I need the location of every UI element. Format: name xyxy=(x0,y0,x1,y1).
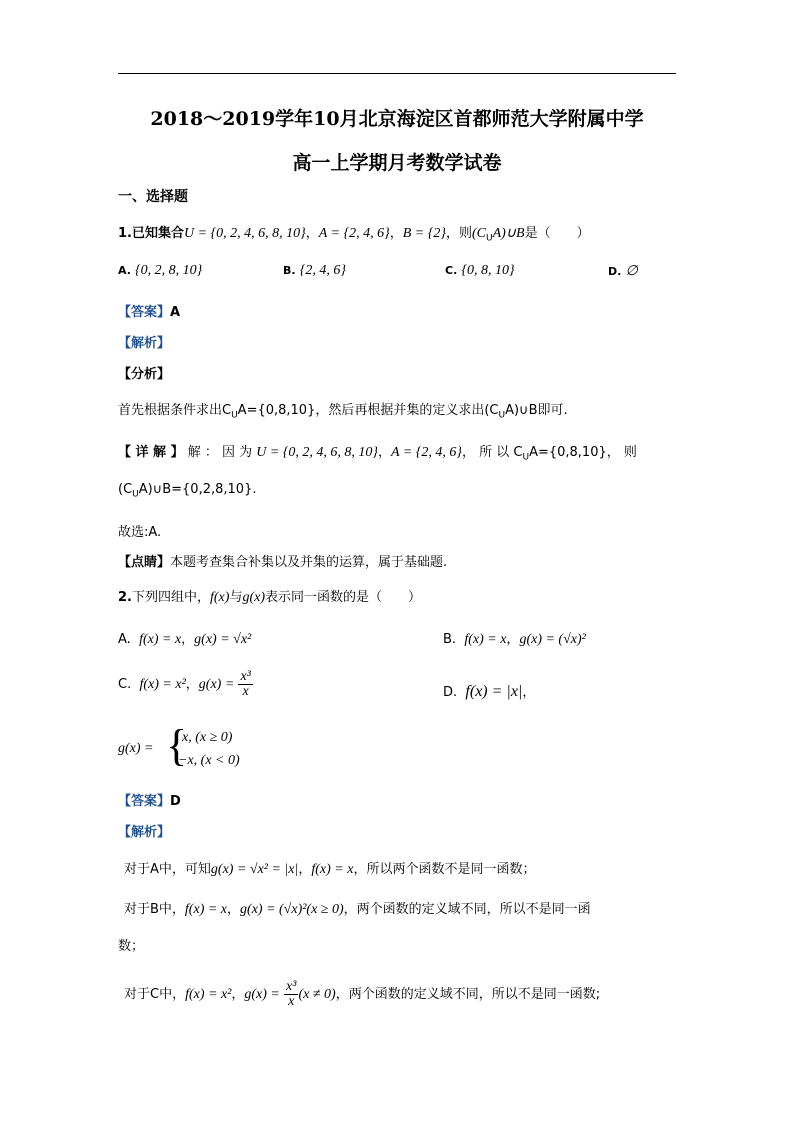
option-label: D. xyxy=(608,265,622,278)
q1-answer xyxy=(118,301,180,320)
text: ，两个函数的定义域不同，所以不是同一函 xyxy=(343,902,591,917)
comment-text: 本题考查集合补集以及并集的运算，属于基础题. xyxy=(170,555,448,570)
subscript: U xyxy=(498,410,506,421)
option-label: B. xyxy=(283,264,296,277)
math: A={0,8,10} xyxy=(529,445,607,460)
q1-sep: ， xyxy=(389,226,403,241)
piece-case-1: x, (x ≥ 0) xyxy=(182,730,233,745)
q1-fenxi-text xyxy=(118,399,568,421)
subscript: U xyxy=(132,489,139,500)
q2-option-b xyxy=(443,628,586,648)
q1-stem-text: 已知集合 xyxy=(131,226,184,241)
denominator: x xyxy=(288,994,295,1009)
q1-set-a: A = {2, 4, 6} xyxy=(318,226,390,241)
text: ， xyxy=(185,677,199,692)
q2-option-a xyxy=(118,628,251,648)
q1-option-d xyxy=(608,263,638,280)
answer-value: A xyxy=(170,305,181,320)
numerator: x³ xyxy=(286,979,297,994)
math: g(x) = (√x)² xyxy=(519,632,586,647)
math: A)∪B={0,2,8,10}. xyxy=(138,482,257,497)
math: f(x) = x xyxy=(184,902,228,917)
answer-tag: 【答案】 xyxy=(118,794,171,809)
text: A={0,8,10}，然后再根据并集的定义求出(C xyxy=(237,403,499,418)
math: f(x) xyxy=(210,590,230,605)
text: 首先根据条件求出C xyxy=(118,403,232,418)
q2-option-d xyxy=(443,681,535,701)
text: ， xyxy=(378,445,392,460)
section-heading: 一、选择题 xyxy=(118,189,188,205)
q1-conclusion: 故选:A. xyxy=(118,525,162,540)
q2-analysis-a xyxy=(124,858,535,878)
math: f(x) = |x| xyxy=(465,683,523,700)
text: A)∪B即可. xyxy=(505,403,568,418)
text: 对于C中， xyxy=(124,987,186,1002)
text: ， xyxy=(298,862,312,877)
math: (C xyxy=(118,482,133,497)
fraction xyxy=(238,670,252,699)
option-label: B. xyxy=(443,632,457,647)
q2-analysis-b xyxy=(124,898,591,918)
math: f(x) = x xyxy=(311,862,354,877)
option-value: ∅ xyxy=(625,264,638,279)
q1-option-a xyxy=(118,263,202,279)
option-label: A. xyxy=(118,632,131,647)
math: g(x) = xyxy=(244,987,280,1002)
subscript: U xyxy=(231,410,238,421)
header-rule xyxy=(118,73,676,74)
option-label: C. xyxy=(445,264,458,277)
answer-tag: 【答案】 xyxy=(118,305,171,320)
math: f(x) = x² xyxy=(185,987,232,1002)
q1-set-b: B = {2} xyxy=(402,226,446,241)
q1-set-u: U = {0, 2, 4, 6, 8, 10} xyxy=(184,226,306,241)
math: g(x) xyxy=(242,590,265,605)
title-line-1: 2018～2019学年10月北京海淀区首都师范大学附属中学 xyxy=(150,108,644,130)
text: ，两个函数的定义域不同，所以不是同一函数; xyxy=(335,987,601,1002)
q1-expr: (C xyxy=(471,226,486,241)
q2-stem xyxy=(118,586,421,606)
q2-analysis-b-cont: 数； xyxy=(118,939,145,954)
q1-sep: ， xyxy=(305,226,319,241)
text: ， 则 xyxy=(606,445,637,460)
math: g(x) = xyxy=(198,677,235,692)
option-value: {0, 2, 8, 10} xyxy=(135,263,203,278)
text: 表示同一函数的是（ ） xyxy=(265,590,422,605)
q1-fenxi-tag: 【分析】 xyxy=(118,367,171,382)
text: ， xyxy=(522,685,536,700)
text: ， xyxy=(506,632,520,647)
q1-expr: A)∪B xyxy=(492,226,525,241)
q2-option-c xyxy=(118,670,253,699)
q1-stem-text: ，则 xyxy=(445,226,472,241)
text: ，所以两个函数不是同一函数； xyxy=(353,862,536,877)
option-label: A. xyxy=(118,264,131,277)
text: ， xyxy=(227,902,241,917)
text: ， 所 以 xyxy=(461,445,514,460)
q1-option-c xyxy=(445,263,515,279)
q2-number: 2. xyxy=(118,590,132,605)
math: g(x) = (√x)²(x ≥ 0) xyxy=(240,902,344,917)
subscript: U xyxy=(522,452,530,463)
numerator: x³ xyxy=(240,669,251,684)
q2-analysis-tag: 【解析】 xyxy=(118,825,171,840)
math: g(x) = √x² xyxy=(194,632,252,647)
detail-tag: 【 详 解 】 xyxy=(118,445,184,460)
option-value: {2, 4, 6} xyxy=(299,263,346,278)
text: 对于B中， xyxy=(124,902,185,917)
math: g(x) = √x² = |x| xyxy=(210,862,299,877)
q1-subscript: U xyxy=(485,233,493,244)
math: f(x) = x xyxy=(464,632,507,647)
math: (x ≠ 0) xyxy=(298,987,336,1002)
math: f(x) = x xyxy=(139,632,182,647)
q2-answer xyxy=(118,790,181,809)
brace: { xyxy=(166,721,188,770)
text: 与 xyxy=(229,590,243,605)
title-line-2: 高一上学期月考数学试卷 xyxy=(292,152,502,174)
option-label: C. xyxy=(118,677,132,692)
fraction xyxy=(284,980,298,1009)
denominator: x xyxy=(242,684,249,699)
math: g(x) = xyxy=(118,741,154,756)
math: C xyxy=(513,445,523,460)
math: f(x) = x² xyxy=(139,677,186,692)
text: 下列四组中， xyxy=(131,590,210,605)
option-value: {0, 8, 10} xyxy=(461,263,515,278)
q1-comment xyxy=(118,551,447,570)
q1-number: 1. xyxy=(118,226,132,241)
q1-detail-line-2 xyxy=(118,482,256,500)
math: U = {0, 2, 4, 6, 8, 10} xyxy=(256,445,379,460)
q1-detail-line-1 xyxy=(118,441,637,463)
piece-case-2: −x, (x < 0) xyxy=(178,753,240,768)
q1-analysis-tag: 【解析】 xyxy=(118,336,171,351)
q1-stem-text: 是（ ） xyxy=(524,226,590,241)
math: A = {2, 4, 6} xyxy=(391,445,462,460)
q1-stem xyxy=(118,222,590,244)
q1-option-b xyxy=(283,263,346,279)
answer-value: D xyxy=(170,794,181,809)
q2-analysis-c xyxy=(124,980,600,1009)
comment-tag: 【点睛】 xyxy=(118,555,171,570)
text: 解 ： 因 为 xyxy=(183,445,257,460)
text: 对于A中，可知 xyxy=(124,862,211,877)
option-label: D. xyxy=(443,685,458,700)
text: ， xyxy=(181,632,195,647)
text: ， xyxy=(231,987,245,1002)
